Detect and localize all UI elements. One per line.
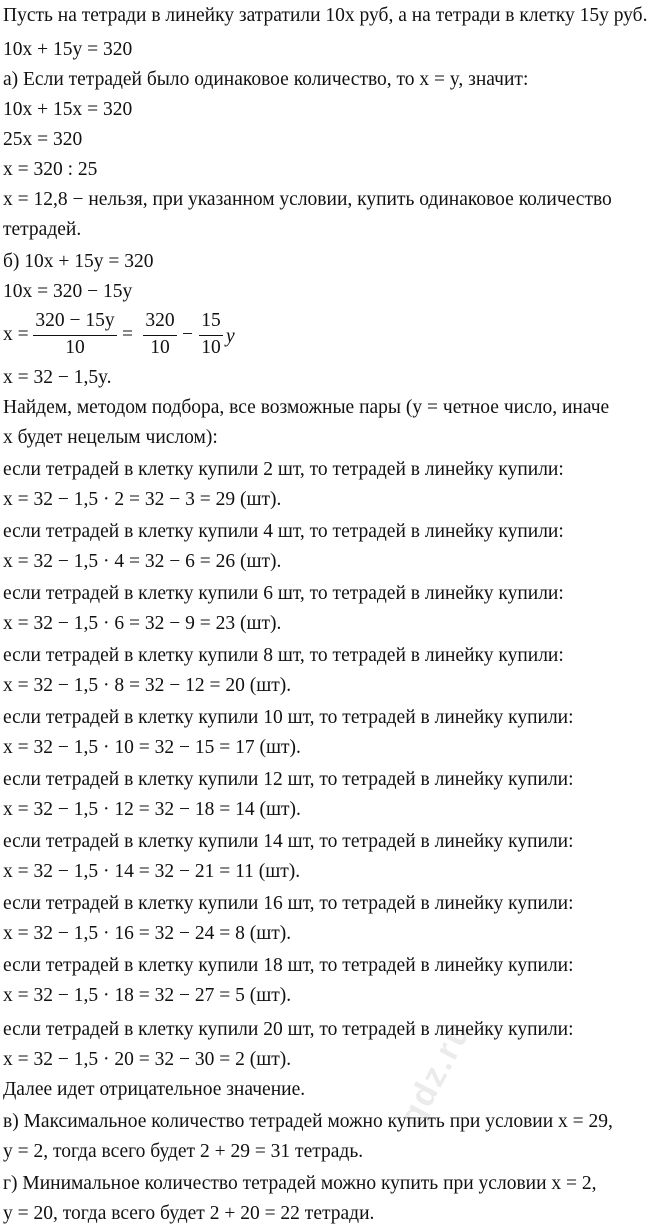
equation-line-case: x = 32 − 1,5 · 8 = 32 − 12 = 20 (шт). (3, 675, 292, 696)
equation-line-case: x = 32 − 1,5 · 6 = 32 − 9 = 23 (шт). (3, 613, 282, 634)
text-line: y = 2, тогда всего будет 2 + 29 = 31 тетрадь. (3, 1141, 364, 1162)
text-line-part-g: г) Минимальное количество тетрадей можно купить при условии x = 2, (3, 1173, 597, 1194)
fraction-1-bar (33, 335, 117, 336)
equation-line-case: x = 32 − 1,5 · 12 = 32 − 18 = 14 (шт). (3, 799, 301, 820)
text-line-case: если тетрадей в клетку купили 4 шт, то тетрадей в линейку купили: (3, 521, 564, 542)
equation-line-case: x = 32 − 1,5 · 20 = 32 − 30 = 2 (шт). (3, 1049, 292, 1070)
equation-line: x = 32 − 1,5y. (3, 367, 112, 388)
fraction-2-numerator: 320 (145, 310, 175, 331)
equation-line-case: x = 32 − 1,5 · 2 = 32 − 3 = 29 (шт). (3, 489, 282, 510)
text-line-case: если тетрадей в клетку купили 20 шт, то тетрадей в линейку купили: (3, 1019, 574, 1040)
text-line-part-b: б) 10x + 15y = 320 (3, 251, 154, 272)
equation-line: 10x + 15y = 320 (3, 39, 133, 60)
equation-line: 25x = 320 (3, 129, 83, 150)
fraction-3-numerator: 15 (201, 310, 221, 331)
equation-line: 10x + 15x = 320 (3, 99, 133, 120)
fraction-equals: = (122, 324, 133, 345)
text-line-case: если тетрадей в клетку купили 12 шт, то тетрадей в линейку купили: (3, 769, 574, 790)
text-line-case: если тетрадей в клетку купили 16 шт, то тетрадей в линейку купили: (3, 893, 574, 914)
equation-line-case: x = 32 − 1,5 · 4 = 32 − 6 = 26 (шт). (3, 551, 282, 572)
equation-line-case: x = 32 − 1,5 · 18 = 32 − 27 = 5 (шт). (3, 985, 292, 1006)
text-line-case: если тетрадей в клетку купили 18 шт, то тетрадей в линейку купили: (3, 955, 574, 976)
text-line-case: если тетрадей в клетку купили 6 шт, то тетрадей в линейку купили: (3, 583, 564, 604)
text-line: x = 12,8 − нельзя, при указанном условии, купить одинаковое количество (3, 189, 612, 210)
equation-line-case: x = 32 − 1,5 · 14 = 32 − 21 = 11 (шт). (3, 861, 301, 882)
text-line-intro: Пусть на тетради в линейку затратили 10x руб, а на тетради в клетку 15y руб. (3, 5, 648, 26)
text-line-part-v: в) Максимальное количество тетрадей можно купить при условии x = 29, (3, 1111, 613, 1132)
text-line-case: если тетрадей в клетку купили 10 шт, то тетрадей в линейку купили: (3, 707, 574, 728)
fraction-1-denominator: 10 (65, 337, 85, 358)
text-line: Найдем, методом подбора, все возможные пары (y = четное число, иначе (3, 397, 610, 418)
text-line-case: если тетрадей в клетку купили 2 шт, то тетрадей в линейку купили: (3, 459, 564, 480)
text-line-case: если тетрадей в клетку купили 8 шт, то тетрадей в линейку купили: (3, 645, 564, 666)
text-line: x будет нецелым числом): (3, 427, 218, 448)
text-line: тетрадей. (3, 219, 82, 240)
text-line-case: если тетрадей в клетку купили 14 шт, то тетрадей в линейку купили: (3, 831, 574, 852)
equation-line-case: x = 32 − 1,5 · 10 = 32 − 15 = 17 (шт). (3, 737, 301, 758)
fraction-1-numerator: 320 − 15y (35, 310, 115, 331)
text-line: Далее идет отрицательное значение. (3, 1079, 306, 1100)
fraction-tail: y (226, 326, 235, 347)
equation-line: 10x = 320 − 15y (3, 281, 133, 302)
text-line-part-a: а) Если тетрадей было одинаковое количество, то x = y, значит: (3, 69, 529, 90)
fraction-2-bar (143, 335, 177, 336)
fraction-3-bar (199, 335, 223, 336)
fraction-lhs: x = (3, 324, 29, 345)
watermark-logo: gdz.ru (392, 1014, 480, 1133)
equation-line-case: x = 32 − 1,5 · 16 = 32 − 24 = 8 (шт). (3, 923, 292, 944)
fraction-3-denominator: 10 (201, 337, 221, 358)
fraction-equation (3, 310, 263, 360)
fraction-minus: − (182, 324, 193, 345)
text-line: y = 20, тогда всего будет 2 + 20 = 22 тетради. (3, 1203, 375, 1224)
fraction-2-denominator: 10 (150, 337, 170, 358)
equation-line: x = 320 : 25 (3, 159, 98, 180)
